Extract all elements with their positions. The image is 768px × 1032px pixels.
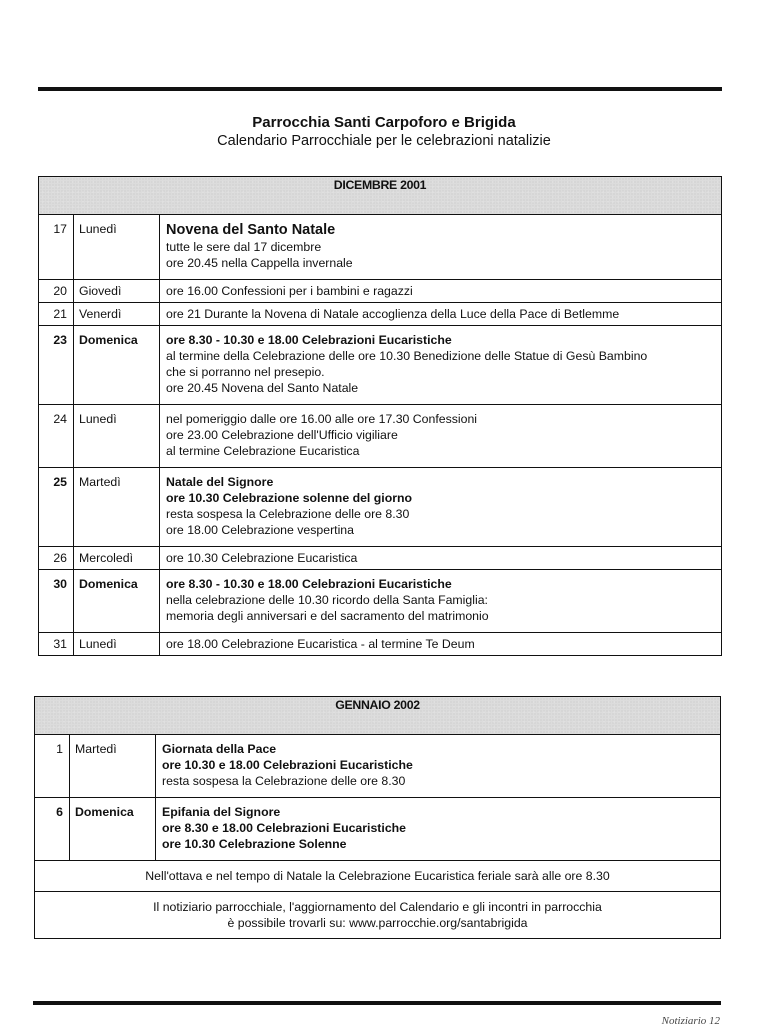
note-line: Nell'ottava e nel tempo di Natale la Celebrazione Eucaristica feriale sarà alle ore 8.30 — [145, 869, 610, 883]
event-line: memoria degli anniversari e del sacramento del matrimonio — [166, 609, 489, 623]
note-text — [35, 861, 721, 892]
weekday: Lunedì — [74, 405, 160, 468]
day-number: 24 — [39, 405, 74, 468]
event-details — [156, 798, 721, 861]
event-line: Natale del Signore — [166, 475, 274, 489]
weekday: Martedì — [70, 735, 156, 798]
note-row — [35, 892, 721, 939]
event-line: Novena del Santo Natale — [166, 222, 336, 238]
january-table — [34, 696, 721, 939]
event-details — [156, 735, 721, 798]
month-header-row — [39, 177, 722, 215]
weekday: Domenica — [74, 570, 160, 633]
event-details — [160, 547, 722, 570]
calendar-row — [35, 735, 721, 798]
december-table — [38, 176, 722, 656]
event-line: al termine della Celebrazione delle ore 10.30 Benedizione delle Statue di Gesù Bambino — [166, 349, 648, 363]
event-line: Giornata della Pace — [162, 742, 277, 756]
parish-title: Parrocchia Santi Carpoforo e Brigida — [252, 114, 516, 131]
page-footer-label: Notiziario 12 — [661, 1015, 720, 1027]
month-header-row — [35, 697, 721, 735]
weekday: Lunedì — [74, 215, 160, 280]
calendar-row — [39, 280, 722, 303]
event-line: ore 21 Durante la Novena di Natale accoglienza della Luce della Pace di Betlemme — [166, 307, 620, 321]
event-line: ore 18.00 Celebrazione vespertina — [166, 523, 354, 537]
note-row — [35, 861, 721, 892]
note-text — [35, 892, 721, 939]
weekday: Lunedì — [74, 633, 160, 656]
event-line: ore 18.00 Celebrazione Eucaristica - al termine Te Deum — [166, 637, 475, 651]
event-line: che si porranno nel presepio. — [166, 365, 325, 379]
event-details — [160, 326, 722, 405]
day-number: 31 — [39, 633, 74, 656]
calendar-row — [39, 303, 722, 326]
document-header — [0, 113, 768, 151]
event-line: ore 8.30 e 18.00 Celebrazioni Eucaristiche — [162, 821, 407, 835]
event-line: ore 20.45 Novena del Santo Natale — [166, 381, 359, 395]
day-number: 26 — [39, 547, 74, 570]
day-number: 1 — [35, 735, 70, 798]
note-line: è possibile trovarli su: www.parrocchie.org/santabrigida — [227, 916, 528, 930]
day-number: 6 — [35, 798, 70, 861]
month-title: GENNAIO 2002 — [35, 697, 721, 735]
weekday: Giovedì — [74, 280, 160, 303]
day-number: 30 — [39, 570, 74, 633]
calendar-row — [39, 468, 722, 547]
weekday: Venerdì — [74, 303, 160, 326]
event-line: Epifania del Signore — [162, 805, 281, 819]
event-details — [160, 303, 722, 326]
calendar-row — [39, 547, 722, 570]
event-line: tutte le sere dal 17 dicembre — [166, 240, 322, 254]
month-title: DICEMBRE 2001 — [39, 177, 722, 215]
event-details — [160, 215, 722, 280]
event-line: ore 20.45 nella Cappella invernale — [166, 256, 353, 270]
event-line: ore 10.30 Celebrazione Solenne — [162, 837, 347, 851]
calendar-row — [39, 633, 722, 656]
calendar-row — [35, 798, 721, 861]
event-line: nel pomeriggio dalle ore 16.00 alle ore 17.30 Confessioni — [166, 412, 478, 426]
day-number: 25 — [39, 468, 74, 547]
event-details — [160, 468, 722, 547]
weekday: Domenica — [70, 798, 156, 861]
event-line: ore 10.30 Celebrazione solenne del giorno — [166, 491, 413, 505]
note-line: Il notiziario parrocchiale, l'aggiornamento del Calendario e gli incontri in parrocchia — [153, 900, 602, 914]
day-number: 21 — [39, 303, 74, 326]
weekday: Domenica — [74, 326, 160, 405]
event-line: ore 10.30 Celebrazione Eucaristica — [166, 551, 358, 565]
event-details — [160, 633, 722, 656]
day-number: 17 — [39, 215, 74, 280]
calendar-row — [39, 326, 722, 405]
calendar-row — [39, 570, 722, 633]
event-line: ore 8.30 - 10.30 e 18.00 Celebrazioni Eucaristiche — [166, 333, 452, 347]
event-line: resta sospesa la Celebrazione delle ore 8.30 — [166, 507, 410, 521]
event-details — [160, 280, 722, 303]
event-line: ore 8.30 - 10.30 e 18.00 Celebrazioni Eucaristiche — [166, 577, 452, 591]
calendar-row — [39, 405, 722, 468]
event-line: ore 10.30 e 18.00 Celebrazioni Eucaristiche — [162, 758, 413, 772]
event-line: ore 16.00 Confessioni per i bambini e ragazzi — [166, 284, 413, 298]
event-line: ore 23.00 Celebrazione dell'Ufficio vigiliare — [166, 428, 398, 442]
event-line: al termine Celebrazione Eucaristica — [166, 444, 360, 458]
day-number: 20 — [39, 280, 74, 303]
weekday: Martedì — [74, 468, 160, 547]
bottom-rule — [33, 1001, 721, 1005]
weekday: Mercoledì — [74, 547, 160, 570]
day-number: 23 — [39, 326, 74, 405]
event-details — [160, 570, 722, 633]
top-rule — [38, 87, 722, 91]
event-line: resta sospesa la Celebrazione delle ore 8.30 — [162, 774, 406, 788]
event-details — [160, 405, 722, 468]
calendar-row — [39, 215, 722, 280]
calendar-subtitle: Calendario Parrocchiale per le celebrazioni natalizie — [217, 133, 551, 149]
event-line: nella celebrazione delle 10.30 ricordo della Santa Famiglia: — [166, 593, 488, 607]
